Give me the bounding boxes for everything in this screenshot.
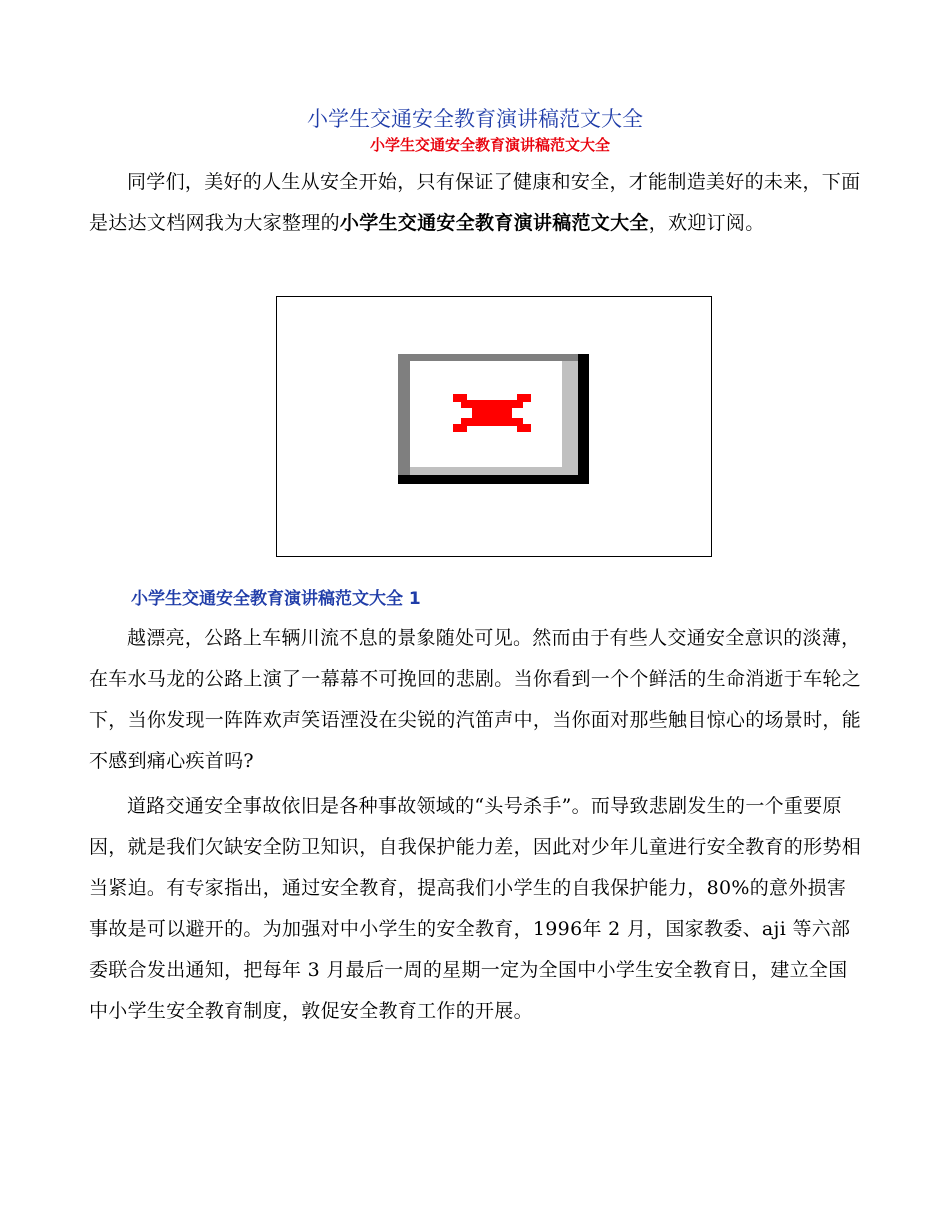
body-paragraph-2: 道路交通安全事故依旧是各种事故领域的“头号杀手”。而导致悲剧发生的一个重要原因，就是我们欠缺安全防卫知识，自我保护能力差，因此对少年儿童进行安全教育的形势相当紧迫。有专家指出，通过安全教育，提高我们小学生的自我保护能力，80%的意外损害事故是可以避开的。为加强对中小学生的安全教育，1996年 2 月，国家教委、aji 等六部委联合发出通知，把每年 3 月最后一周的星期一定为全国中小学生安全教育日，建立全国中小学生安全教育制度，敦促安全教育工作的开展。 xyxy=(89,795,862,1022)
intro-emphasis: 小学生交通安全教育演讲稿范文大全 xyxy=(339,212,649,234)
page-subtitle: 小学生交通安全教育演讲稿范文大全 xyxy=(369,136,610,154)
page-title: 小学生交通安全教育演讲稿范文大全 xyxy=(307,107,643,131)
intro-paragraph xyxy=(89,162,864,244)
image-placeholder-frame xyxy=(276,296,712,557)
intro-text-end: ，欢迎订阅。 xyxy=(648,212,765,234)
section-heading: 小学生交通安全教育演讲稿范文大全 1 xyxy=(131,589,421,609)
intro-text: 同学们，美好的人生从安全开始，只有保证了健康和安全，才能制造美好的未来，下面是达达文档网我为大家整理的 xyxy=(89,171,861,234)
broken-image-icon xyxy=(398,354,589,484)
body-paragraph-1: 越漂亮，公路上车辆川流不息的景象随处可见。然而由于有些人交通安全意识的淡薄，在车水马龙的公路上演了一幕幕不可挽回的悲剧。当你看到一个个鲜活的生命消逝于车轮之下，当你发现一阵阵欢声笑语湮没在尖锐的汽笛声中，当你面对那些触目惊心的场景时，能不感到痛心疾首吗? xyxy=(89,627,862,772)
